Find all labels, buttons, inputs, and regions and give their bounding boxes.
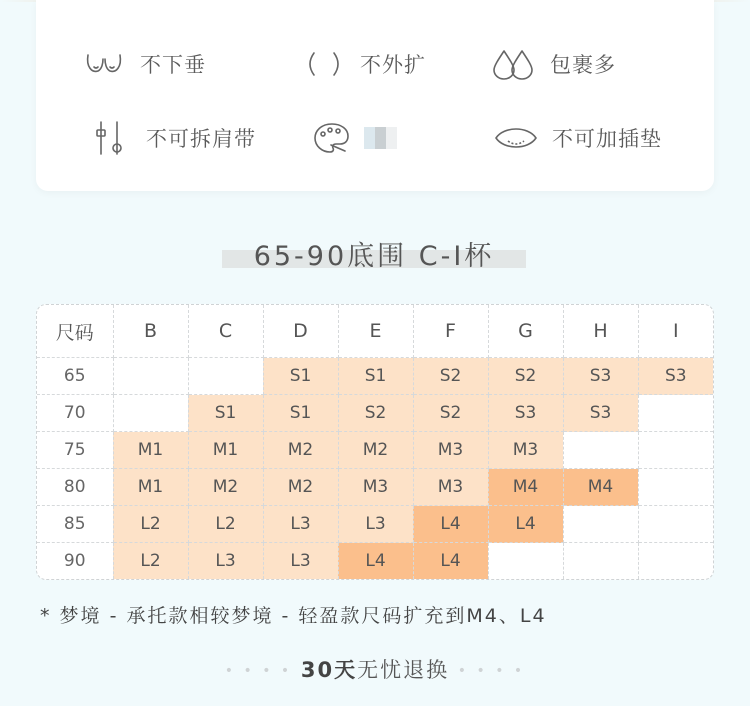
feature-label: 不可加插垫 [552,127,662,151]
table-row [37,358,713,395]
header-row [37,305,713,358]
table-row [37,469,713,506]
size-cell: S1 [263,358,338,395]
size-cell: L4 [338,543,413,580]
cup-header: D [263,305,338,358]
size-cell [113,358,188,395]
cup-header: E [338,305,413,358]
feature-label: 不外扩 [360,53,426,77]
size-cell: L3 [338,506,413,543]
size-cell: L4 [413,506,488,543]
color-swatch [386,127,397,149]
size-cell: S3 [563,395,638,432]
feature-label: 包裹多 [550,53,616,77]
table-row [37,432,713,469]
size-cell: M2 [263,432,338,469]
band-label: 85 [37,506,113,543]
feature-label: 不可拆肩带 [146,127,256,151]
return-days: 30天 [300,658,358,682]
size-cell: S1 [263,395,338,432]
cup-header: G [488,305,563,358]
table-row [37,506,713,543]
cup-header: I [638,305,713,358]
size-cell [188,358,263,395]
return-text: 无忧退换 [357,658,450,682]
size-cell: L2 [188,506,263,543]
breast-lift-icon [82,44,126,84]
size-cell: S2 [413,395,488,432]
cup-header: F [413,305,488,358]
size-cell [638,432,713,469]
color-swatch [364,127,375,149]
size-cell [638,395,713,432]
band-label: 65 [37,358,113,395]
size-cell: S2 [413,358,488,395]
return-policy [0,654,750,684]
size-cell: S3 [488,395,563,432]
size-cell: M2 [338,432,413,469]
size-cell: M1 [113,432,188,469]
size-cell: M1 [188,432,263,469]
size-cell: M3 [413,432,488,469]
cup-drops-icon [492,44,536,84]
size-cell [488,543,563,580]
size-cell: L3 [188,543,263,580]
band-label: 90 [37,543,113,580]
feature-card [36,0,714,191]
band-label: 75 [37,432,113,469]
size-cell: S3 [563,358,638,395]
size-cell: S2 [488,358,563,395]
pad-icon [494,118,538,158]
size-cell [563,432,638,469]
size-cell: S1 [188,395,263,432]
size-cell: S3 [638,358,713,395]
feature-label: 不下垂 [140,53,206,77]
size-table [37,305,713,579]
size-cell: L4 [413,543,488,580]
feature-no-spread [302,44,426,84]
size-cell: M3 [338,469,413,506]
size-cell: M3 [488,432,563,469]
decor-dots: • • • • [457,663,526,679]
size-cell [563,543,638,580]
size-range-title [222,232,526,270]
feature-colors [310,118,397,158]
feature-coverage [492,44,616,84]
size-note: * 梦境 - 承托款相较梦境 - 轻盈款尺码扩充到M4、L4 [40,605,547,627]
palette-icon [310,118,354,158]
size-cell: M2 [188,469,263,506]
strap-adjust-icon [88,118,132,158]
corner-header: 尺码 [37,305,113,358]
size-cell: S1 [338,358,413,395]
size-range-text: 65-90底围 C-I杯 [253,241,495,272]
size-cell: L2 [113,543,188,580]
size-chart [36,304,714,580]
size-cell: M1 [113,469,188,506]
color-swatches [364,127,397,149]
size-cell: L2 [113,506,188,543]
table-row [37,543,713,580]
band-label: 80 [37,469,113,506]
size-cell: M4 [488,469,563,506]
size-cell [638,543,713,580]
table-row [37,395,713,432]
decor-dots: • • • • [224,663,293,679]
feature-no-pad-insert [494,118,662,158]
size-cell: M3 [413,469,488,506]
size-cell: M2 [263,469,338,506]
size-cell [638,469,713,506]
size-cell [638,506,713,543]
size-cell: L3 [263,543,338,580]
cup-header: H [563,305,638,358]
feature-fixed-strap [88,118,256,158]
size-cell: L4 [488,506,563,543]
size-cell: M4 [563,469,638,506]
color-swatch [375,127,386,149]
size-cell [113,395,188,432]
size-cell [563,506,638,543]
parentheses-icon [302,44,346,84]
cup-header: C [188,305,263,358]
band-label: 70 [37,395,113,432]
size-cell: S2 [338,395,413,432]
size-cell: L3 [263,506,338,543]
cup-header: B [113,305,188,358]
feature-no-sag [82,44,206,84]
